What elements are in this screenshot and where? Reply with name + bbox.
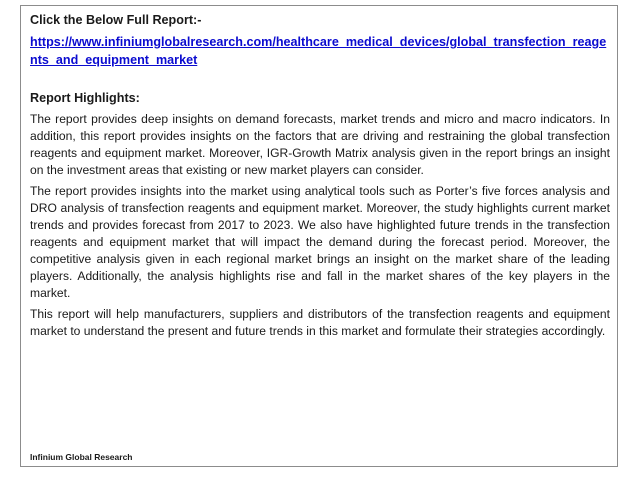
report-content [30,12,610,344]
click-heading: Click the Below Full Report:- [30,13,202,27]
report-link[interactable]: https://www.infiniumglobalresearch.com/healthcare_medical_devices/global_transfection_reagents_and_equipment_market [30,35,607,67]
highlights-title: Report Highlights: [30,91,140,105]
paragraph-3: This report will help manufacturers, suppliers and distributors of the transfection reagents and equipment market to understand the present and future trends in this market and formulate their strategies accordingly. [30,307,610,338]
paragraph-2: The report provides insights into the market using analytical tools such as Porter’s five forces analysis and DRO analysis of transfection reagents and equipment market. Moreover, the study highlights current market trends and provides forecast from 2017 to 2023. We also have highlighted future trends in the transfection reagents and equipment market that will impact the demand during the forecast period. Moreover, the competitive analysis given in each regional market brings an insight on the market share of the leading players. Additionally, the analysis highlights rise and fall in the market shares of the key players in the market. [30,184,610,300]
paragraph-1: The report provides deep insights on demand forecasts, market trends and micro and macro indicators. In addition, this report provides insights on the factors that are driving and restraining the global transfection reagents and equipment market. Moreover, IGR-Growth Matrix analysis given in the report brings an insight on the investment areas that existing or new market players can consider. [30,112,610,177]
footer-publisher: Infinium Global Research [30,452,133,462]
